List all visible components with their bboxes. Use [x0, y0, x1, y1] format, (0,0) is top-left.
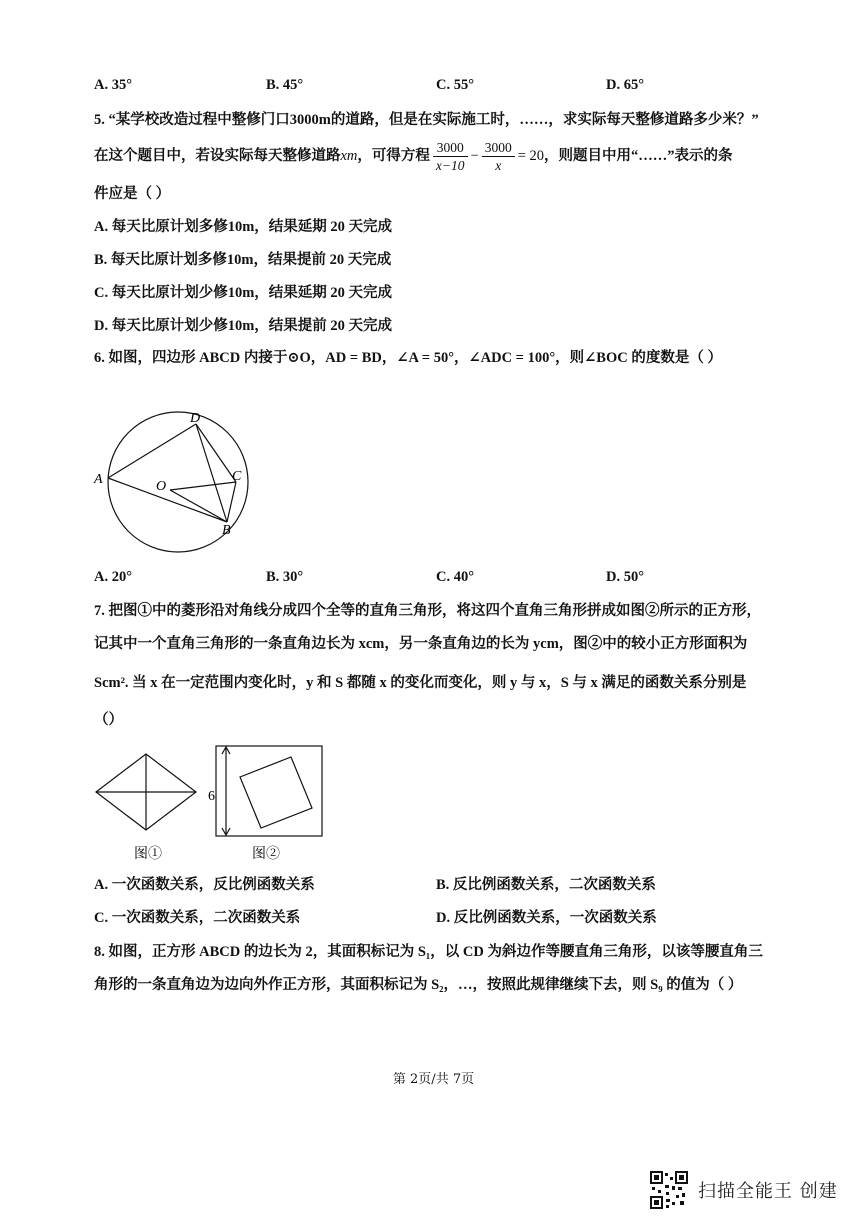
q5-minus: −: [470, 148, 479, 164]
q4-option-a: A. 35°: [94, 77, 133, 93]
q5-stem-line1: 5. “某学校改造过程中整修门口3000m的道路，但是在实际施工时，……，求实际每天整修道路多少米？”: [94, 112, 759, 128]
q5-equals: = 20: [517, 148, 545, 164]
q7-stem-line4: （）: [94, 712, 123, 728]
q5-stem-line2: [94, 136, 733, 176]
q8-stem-line2: 角形的一条直角边为边向外作正方形，其面积标记为 S₂，…，按照此规律继续下去，则 S₉ 的值为（ ）: [94, 977, 743, 993]
q6-option-b: B. 30°: [266, 569, 304, 585]
page-footer: 第 2页/共 7页: [392, 1072, 475, 1087]
q6-option-c: C. 40°: [436, 569, 475, 585]
q4-option-d: D. 65°: [606, 77, 645, 93]
q7-option-a: A. 一次函数关系，反比例函数关系: [94, 877, 315, 893]
q5-line2-post: ，则题目中用“……”表示的条: [544, 148, 733, 164]
q5-line2-mid: ，可得方程: [357, 148, 430, 164]
watermark-text: 扫描全能王 创建: [698, 1181, 838, 1202]
q5-option-d: D. 每天比原计划少修10m，结果提前 20 天完成: [94, 318, 393, 334]
q5-fraction-1: [433, 139, 468, 174]
fig2-caption: 图②: [252, 847, 280, 862]
fig1-caption: 图①: [134, 847, 162, 862]
q5-fraction-2: [482, 139, 515, 174]
q5-stem-line3: 件应是（ ）: [94, 186, 171, 202]
q7-stem-line3: Scm². 当 x 在一定范围内变化时，y 和 S 都随 x 的变化而变化，则 y 与 x，S 与 x 满足的函数关系分别是: [94, 675, 747, 691]
q5-frac2-num: 3000: [482, 139, 515, 157]
label-d: D: [190, 411, 201, 426]
q6-stem: 6. 如图，四边形 ABCD 内接于⊙O，AD = BD，∠A = 50°，∠ADC = 100°，则∠BOC 的度数是（ ）: [94, 350, 722, 366]
label-c: C: [232, 469, 242, 484]
q6-option-a: A. 20°: [94, 569, 133, 585]
q6-circle-figure: [90, 410, 260, 560]
q4-option-b: B. 45°: [266, 77, 304, 93]
rhombus-figure-1: [96, 754, 196, 830]
q5-var: xm: [340, 148, 358, 164]
q5-frac1-num: 3000: [433, 139, 468, 157]
q4-option-c: C. 55°: [436, 77, 475, 93]
q5-frac2-den: x: [495, 158, 502, 174]
quadrilateral-abcd: [108, 424, 236, 522]
q5-option-c: C. 每天比原计划少修10m，结果延期 20 天完成: [94, 285, 393, 301]
label-a: A: [94, 472, 103, 487]
q5-frac1-den: x−10: [435, 158, 465, 174]
q7-stem-line1: 7. 把图①中的菱形沿对角线分成四个全等的直角三角形，将这四个直角三角形拼成如图②所示的正方形，: [94, 603, 761, 619]
q5-option-b: B. 每天比原计划多修10m，结果提前 20 天完成: [94, 252, 392, 268]
q7-option-c: C. 一次函数关系，二次函数关系: [94, 910, 301, 926]
square-figure-2: [216, 746, 322, 836]
q8-stem-line1: 8. 如图，正方形 ABCD 的边长为 2，其面积标记为 S₁，以 CD 为斜边作等腰直角三角形，以该等腰直角三: [94, 944, 763, 960]
qr-code-icon: [650, 1171, 688, 1209]
q5-line2-pre: 在这个题目中，若设实际每天整修道路: [94, 148, 341, 164]
scanner-watermark: [650, 1171, 838, 1209]
q7-stem-line2: 记其中一个直角三角形的一条直角边长为 xcm，另一条直角边的长为 ycm，图②中的较小正方形面积为: [94, 636, 748, 652]
q5-option-a: A. 每天比原计划多修10m，结果延期 20 天完成: [94, 219, 393, 235]
label-o: O: [156, 479, 167, 494]
label-b: B: [222, 523, 231, 538]
q7-option-d: D. 反比例函数关系，一次函数关系: [436, 910, 657, 926]
fig2-side-label: 6: [208, 789, 215, 804]
q6-option-d: D. 50°: [606, 569, 645, 585]
q7-option-b: B. 反比例函数关系，二次函数关系: [436, 877, 656, 893]
q7-figures: [90, 740, 340, 865]
